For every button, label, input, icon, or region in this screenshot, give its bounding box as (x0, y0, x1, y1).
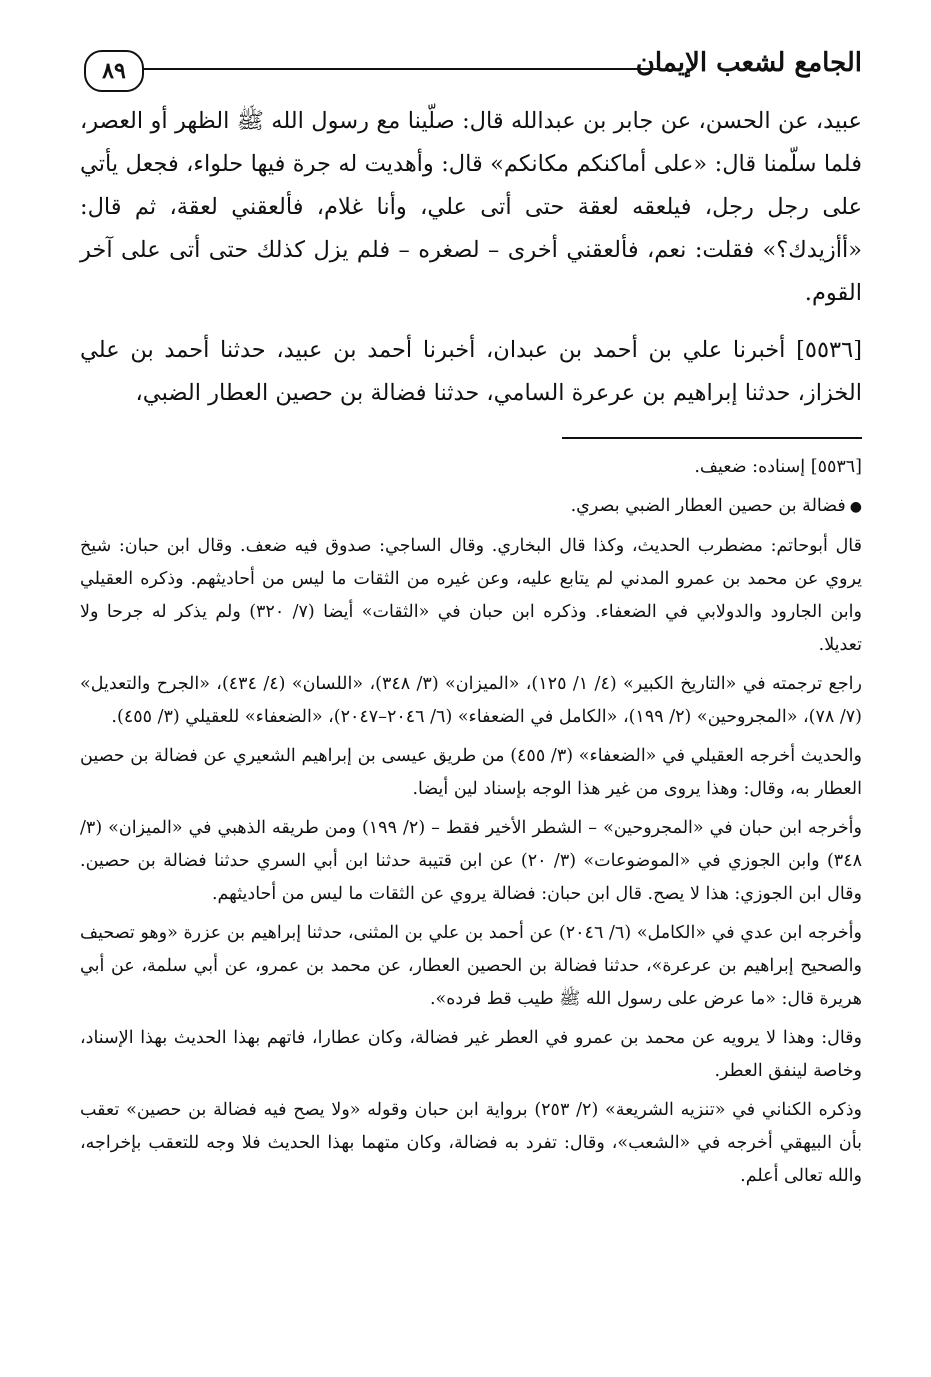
running-title: الجامع لشعب الإيمان (635, 48, 862, 78)
bullet-icon: ● (849, 499, 862, 515)
footnote-paragraph: وذكره الكناني في «تنزيه الشريعة» (٢/ ٢٥٣) برواية ابن حبان وقوله «ولا يصح فيه فضالة بن حصين» تعقب بأن البيهقي أخرجه في «الشعب»، وقال: تفرد به فضالة، وكان متهما بهذا الحديث فلا وجه للتعقب بإخراجه، والله تعالى أعلم. (80, 1100, 862, 1186)
footnote-separator (562, 437, 862, 439)
page-header (80, 40, 862, 100)
footnote-bullet-line (80, 490, 862, 524)
header-rule (142, 68, 662, 70)
book-page (80, 40, 862, 1340)
main-paragraph: عبيد، عن الحسن، عن جابر بن عبدالله قال: صلّينا مع رسول الله ﷺ الظهر أو العصر، فلما سلّمنا قال: «على أماكنكم مكانكم» قال: وأهديت له جرة فيها حلواء، فجعل يأتي على رجل رجل، فيلعقه لعقة حتى أتى علي، وأنا غلام، فألعقني لعقة، ثم قال: «أأزيدك؟» فقلت: نعم، فألعقني أخرى – لصغره – فلم يزل كذلك حتى أتى على آخر القوم. (80, 108, 862, 306)
footnote-bullet-text: فضالة بن حصين العطار الضبي بصري. (570, 496, 846, 516)
footnote-paragraph: والحديث أخرجه العقيلي في «الضعفاء» (٣/ ٤٥٥) من طريق عيسى بن إبراهيم الشعيري عن فضالة بن حصين العطار به، وقال: وهذا يروى من غير هذا الوجه بإسناد لين أيضا. (80, 746, 862, 799)
main-text (80, 100, 862, 415)
footnote-paragraph: وقال: وهذا لا يرويه عن محمد بن عمرو في العطر غير فضالة، وكان عطارا، فاتهم بهذا الحديث بهذا الإسناد، وخاصة لينفق العطر. (80, 1028, 862, 1081)
footnote-paragraph: قال أبوحاتم: مضطرب الحديث، وكذا قال البخاري. وقال الساجي: صدوق فيه ضعف. وقال ابن حبان: شيخ يروي عن محمد بن عمرو المدني لم يتابع عليه، وعن غيره من الثقات ما ليس من أحاديثهم. وذكره العقيلي وابن الجارود والدولابي في الضعفاء. وذكره ابن حبان في «الثقات» أيضا (٧/ ٣٢٠) ولم يذكر له جرحا ولا تعديلا. (80, 536, 862, 655)
footnote-paragraph: وأخرجه ابن حبان في «المجروحين» – الشطر الأخير فقط – (٢/ ١٩٩) ومن طريقه الذهبي في «الميزان» (٣/ ٣٤٨) وابن الجوزي في «الموضوعات» (٣/ ٢٠) عن ابن قتيبة حدثنا ابن أبي السري حدثنا فضالة بن حصين. وقال ابن الجوزي: هذا لا يصح. قال ابن حبان: فضالة يروي عن الثقات ما ليس من أحاديثهم. (80, 818, 862, 904)
footnote-paragraph: راجع ترجمته في «التاريخ الكبير» (٤/ ١/ ١٢٥)، «الميزان» (٣/ ٣٤٨)، «اللسان» (٤/ ٤٣٤)، «الجرح والتعديل» (٧/ ٧٨)، «المجروحين» (٢/ ١٩٩)، «الكامل في الضعفاء» (٦/ ٢٠٤٦–٢٠٤٧)، «الضعفاء» للعقيلي (٣/ ٤٥٥). (80, 674, 862, 727)
main-paragraph: [٥٥٣٦] أخبرنا علي بن أحمد بن عبدان، أخبرنا أحمد بن عبيد، حدثنا أحمد بن علي الخزاز، حدثنا إبراهيم بن عرعرة السامي، حدثنا فضالة بن حصين العطار الضبي، (80, 337, 862, 406)
page-number: ٨٩ (84, 50, 144, 92)
footnote-heading: [٥٥٣٦] إسناده: ضعيف. (694, 457, 862, 477)
footnote-paragraph: وأخرجه ابن عدي في «الكامل» (٦/ ٢٠٤٦) عن أحمد بن علي بن المثنى، حدثنا إبراهيم بن عزرة «وهو تصحيف والصحيح إبراهيم بن عرعرة»، حدثنا فضالة بن الحصين العطار، عن محمد بن عمرو، عن أبي سلمة، عن أبي هريرة قال: «ما عرض على رسول الله ﷺ طيب قط فرده». (80, 923, 862, 1009)
footnotes (80, 451, 862, 1193)
